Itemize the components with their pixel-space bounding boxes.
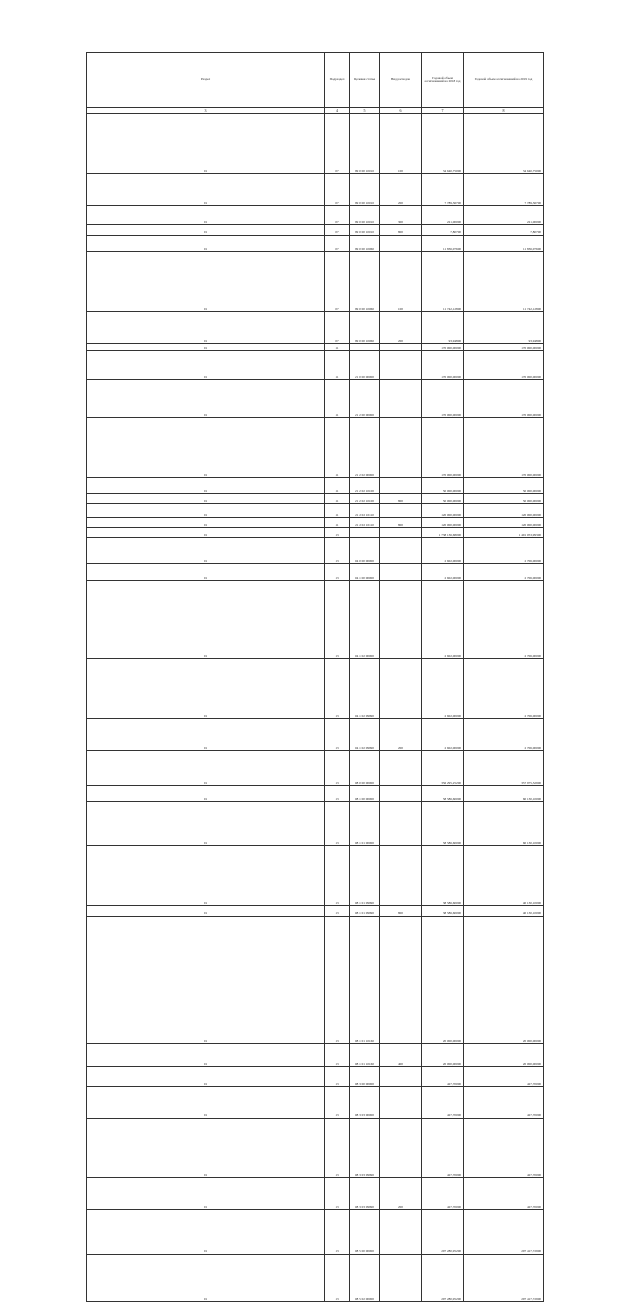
- row-target: 21 2 02 00000: [350, 417, 380, 477]
- row-2019: 427,70000: [464, 1067, 544, 1087]
- row-podrazdel: 13: [325, 528, 350, 538]
- row-razdel: 01: [87, 225, 325, 235]
- row-2018: 120 000,00000: [422, 517, 464, 527]
- row-2019: 2 706,00000: [464, 718, 544, 750]
- row-podrazdel: 13: [325, 1067, 350, 1087]
- row-podrazdel: 13: [325, 564, 350, 580]
- row-podrazdel: 07: [325, 173, 350, 205]
- row-2019: 7,80700: [464, 225, 544, 235]
- row-vid: 100: [380, 114, 422, 174]
- row-razdel: 01: [87, 658, 325, 718]
- row-vid: [380, 350, 422, 379]
- row-2019: 120 000,00000: [464, 517, 544, 527]
- row-vid: [380, 417, 422, 477]
- table-row: [87, 225, 624, 235]
- row-target: 99 0 00 10010: [350, 205, 380, 225]
- row-vid: [380, 1067, 422, 1087]
- table-row: [87, 718, 624, 750]
- row-razdel: 01: [87, 1067, 325, 1087]
- row-2019: 170 000,00000: [464, 379, 544, 417]
- row-2019: 170 000,00000: [464, 343, 544, 350]
- row-vid: [380, 1210, 422, 1254]
- row-razdel: 01: [87, 580, 325, 658]
- table-row: [87, 311, 624, 343]
- row-razdel: 01: [87, 504, 325, 517]
- table-row: [87, 114, 624, 174]
- row-target: 08 5 02 00000: [350, 1254, 380, 1301]
- row-target: 21 2 02 10100: [350, 477, 380, 493]
- row-target: 04 1 02 09990: [350, 658, 380, 718]
- table-row: [87, 343, 624, 350]
- budget-table: [86, 52, 624, 1302]
- row-target: 08 3 03 09990: [350, 1118, 380, 1178]
- row-podrazdel: 13: [325, 538, 350, 564]
- row-target: 08 1 01 10160: [350, 916, 380, 1044]
- row-razdel: 01: [87, 477, 325, 493]
- header-vid: Вид расходов: [380, 53, 422, 108]
- row-target: 99 0 00 10060: [350, 235, 380, 251]
- row-vid: [380, 785, 422, 801]
- row-2018: 20 000,00000: [422, 916, 464, 1044]
- row-vid: 200: [380, 718, 422, 750]
- row-podrazdel: 11: [325, 417, 350, 477]
- row-2019: 120 000,00000: [464, 504, 544, 517]
- row-2019: 40 130,10000: [464, 906, 544, 916]
- row-2019: 93,94800: [464, 311, 544, 343]
- row-razdel: 01: [87, 1118, 325, 1178]
- row-podrazdel: 11: [325, 494, 350, 504]
- col-number: 7: [422, 108, 464, 114]
- table-row: [87, 494, 624, 504]
- table-row: [87, 785, 624, 801]
- row-2018: 38 586,60000: [422, 906, 464, 916]
- table-row: [87, 1044, 624, 1067]
- row-razdel: 01: [87, 528, 325, 538]
- row-target: 08 3 03 09990: [350, 1178, 380, 1210]
- row-2018: 427,70000: [422, 1067, 464, 1087]
- table-row: [87, 1178, 624, 1210]
- row-podrazdel: 13: [325, 658, 350, 718]
- row-podrazdel: 13: [325, 1118, 350, 1178]
- row-vid: [380, 580, 422, 658]
- col-number: 4: [325, 108, 350, 114]
- table-row: [87, 517, 624, 527]
- row-vid: 200: [380, 1178, 422, 1210]
- row-2018: 20 000,00000: [422, 1044, 464, 1067]
- header-target: Целевая статья: [350, 53, 380, 108]
- row-target: 21 0 00 00000: [350, 350, 380, 379]
- row-2018: 2 602,00000: [422, 538, 464, 564]
- row-target: 04 0 00 00000: [350, 538, 380, 564]
- row-2019: 1 491 053,99300: [464, 528, 544, 538]
- row-2019: 427,70000: [464, 1178, 544, 1210]
- row-2018: 7,80700: [422, 225, 464, 235]
- table-row: [87, 1086, 624, 1118]
- row-vid: [380, 538, 422, 564]
- table-row: [87, 205, 624, 225]
- row-vid: [380, 379, 422, 417]
- row-2018: 170 000,00000: [422, 350, 464, 379]
- row-2018: 2 602,00000: [422, 718, 464, 750]
- row-target: 21 2 02 10100: [350, 494, 380, 504]
- row-razdel: 01: [87, 538, 325, 564]
- table-row: [87, 379, 624, 417]
- row-razdel: 01: [87, 173, 325, 205]
- row-target: 08 1 01 09990: [350, 906, 380, 916]
- row-vid: 300: [380, 205, 422, 225]
- table-row: [87, 252, 624, 312]
- row-podrazdel: 13: [325, 916, 350, 1044]
- row-razdel: 01: [87, 205, 325, 225]
- table-row: [87, 235, 624, 251]
- row-2019: 357 975,32900: [464, 750, 544, 785]
- row-2019: 20 000,00000: [464, 1044, 544, 1067]
- row-target: [350, 343, 380, 350]
- row-target: 08 5 00 00000: [350, 1210, 380, 1254]
- row-2019: 427,70000: [464, 1086, 544, 1118]
- row-vid: 200: [380, 311, 422, 343]
- col-number: 6: [380, 108, 422, 114]
- table-row: [87, 477, 624, 493]
- row-target: 99 0 00 10010: [350, 225, 380, 235]
- col-number: 5: [350, 108, 380, 114]
- row-2018: 2 602,00000: [422, 580, 464, 658]
- row-podrazdel: 07: [325, 235, 350, 251]
- row-target: 04 1 02 09990: [350, 718, 380, 750]
- row-podrazdel: 13: [325, 1178, 350, 1210]
- row-vid: [380, 1118, 422, 1178]
- table-row: [87, 564, 624, 580]
- row-razdel: 01: [87, 343, 325, 350]
- row-2018: 34 640,75000: [422, 114, 464, 174]
- row-vid: [380, 504, 422, 517]
- budget-table-sheet: [86, 52, 623, 1302]
- row-2018: 11 836,07600: [422, 235, 464, 251]
- row-2018: 170 000,00000: [422, 343, 464, 350]
- row-2018: 2 602,00000: [422, 658, 464, 718]
- row-vid: [380, 1254, 422, 1301]
- table-row: [87, 750, 624, 785]
- row-2018: 58 586,60000: [422, 785, 464, 801]
- row-podrazdel: 11: [325, 517, 350, 527]
- header-2018: Годовой объем ассигнований на 2018 год: [422, 53, 464, 108]
- row-podrazdel: 07: [325, 225, 350, 235]
- row-vid: [380, 564, 422, 580]
- row-2019: 2 706,00000: [464, 564, 544, 580]
- row-target: 08 3 03 00000: [350, 1086, 380, 1118]
- row-2019: 50 000,00000: [464, 477, 544, 493]
- header-row: [87, 53, 624, 108]
- row-vid: 800: [380, 517, 422, 527]
- row-podrazdel: 13: [325, 1044, 350, 1067]
- row-razdel: 01: [87, 494, 325, 504]
- row-2019: 34 640,75000: [464, 114, 544, 174]
- row-2019: 297 417,72900: [464, 1254, 544, 1301]
- row-vid: 200: [380, 173, 422, 205]
- row-target: 99 0 00 10060: [350, 252, 380, 312]
- row-podrazdel: 13: [325, 802, 350, 846]
- row-vid: 800: [380, 494, 422, 504]
- row-2018: 221,00000: [422, 205, 464, 225]
- row-2018: 120 000,00000: [422, 504, 464, 517]
- row-2018: 50 000,00000: [422, 477, 464, 493]
- row-target: 99 0 00 10060: [350, 311, 380, 343]
- row-target: 99 0 00 10010: [350, 114, 380, 174]
- header-2019: Годовой объем ассигнований на 2019 год: [464, 53, 544, 108]
- row-razdel: 01: [87, 311, 325, 343]
- row-2018: 427,70000: [422, 1086, 464, 1118]
- row-vid: 800: [380, 225, 422, 235]
- table-row: [87, 538, 624, 564]
- row-2019: 11 742,12800: [464, 252, 544, 312]
- row-razdel: 01: [87, 517, 325, 527]
- row-podrazdel: 07: [325, 114, 350, 174]
- row-target: [350, 528, 380, 538]
- row-target: 08 3 00 00000: [350, 1067, 380, 1087]
- row-target: 04 1 00 00000: [350, 564, 380, 580]
- row-2019: 2 706,00000: [464, 658, 544, 718]
- row-2019: 297 417,72900: [464, 1210, 544, 1254]
- row-target: 21 2 02 10110: [350, 517, 380, 527]
- row-2018: 170 000,00000: [422, 417, 464, 477]
- row-podrazdel: 11: [325, 477, 350, 493]
- row-vid: [380, 846, 422, 906]
- table-row: [87, 528, 624, 538]
- row-target: 21 2 00 00000: [350, 379, 380, 417]
- row-vid: 400: [380, 1044, 422, 1067]
- table-row: [87, 580, 624, 658]
- row-razdel: 01: [87, 906, 325, 916]
- row-vid: [380, 802, 422, 846]
- row-2018: 297 280,95200: [422, 1254, 464, 1301]
- row-2018: 58 586,60000: [422, 802, 464, 846]
- row-2018: 170 000,00000: [422, 379, 464, 417]
- table-row: [87, 1210, 624, 1254]
- table-row: [87, 173, 624, 205]
- table-row: [87, 916, 624, 1044]
- row-podrazdel: 13: [325, 1210, 350, 1254]
- row-2019: 2 706,00000: [464, 580, 544, 658]
- row-vid: [380, 750, 422, 785]
- row-vid: [380, 477, 422, 493]
- row-podrazdel: 13: [325, 750, 350, 785]
- col-number: 3: [87, 108, 325, 114]
- row-vid: [380, 1086, 422, 1118]
- row-2019: 427,70000: [464, 1118, 544, 1178]
- row-razdel: 01: [87, 916, 325, 1044]
- row-2018: 427,70000: [422, 1118, 464, 1178]
- table-row: [87, 1067, 624, 1087]
- row-podrazdel: 11: [325, 379, 350, 417]
- header-podrazdel: Подраздел: [325, 53, 350, 108]
- table-row: [87, 658, 624, 718]
- table-row: [87, 504, 624, 517]
- row-podrazdel: 07: [325, 205, 350, 225]
- row-podrazdel: 13: [325, 1254, 350, 1301]
- row-2019: 2 706,00000: [464, 538, 544, 564]
- row-2019: 170 000,00000: [464, 417, 544, 477]
- table-row: [87, 1118, 624, 1178]
- row-razdel: 01: [87, 235, 325, 251]
- row-razdel: 01: [87, 1044, 325, 1067]
- row-2018: 1 738 136,68000: [422, 528, 464, 538]
- row-podrazdel: 11: [325, 343, 350, 350]
- row-2019: 40 130,10000: [464, 846, 544, 906]
- row-vid: [380, 916, 422, 1044]
- row-target: 99 0 00 10010: [350, 173, 380, 205]
- row-podrazdel: 11: [325, 504, 350, 517]
- row-vid: 100: [380, 252, 422, 312]
- row-2019: 11 836,07600: [464, 235, 544, 251]
- row-2018: 50 000,00000: [422, 494, 464, 504]
- row-podrazdel: 13: [325, 718, 350, 750]
- row-podrazdel: 13: [325, 785, 350, 801]
- row-target: 08 0 00 00000: [350, 750, 380, 785]
- row-razdel: 01: [87, 1086, 325, 1118]
- row-razdel: 01: [87, 350, 325, 379]
- row-razdel: 01: [87, 750, 325, 785]
- header-razdel: Раздел: [87, 53, 325, 108]
- row-2019: 170 000,00000: [464, 350, 544, 379]
- row-podrazdel: 13: [325, 906, 350, 916]
- row-razdel: 01: [87, 1210, 325, 1254]
- row-target: 08 1 00 00000: [350, 785, 380, 801]
- row-podrazdel: 07: [325, 311, 350, 343]
- row-2019: 60 130,10000: [464, 802, 544, 846]
- row-2019: 50 000,00000: [464, 494, 544, 504]
- row-podrazdel: 13: [325, 846, 350, 906]
- row-2018: 93,94800: [422, 311, 464, 343]
- row-target: 08 1 01 09990: [350, 846, 380, 906]
- row-2018: 38 586,60000: [422, 846, 464, 906]
- row-razdel: 01: [87, 1178, 325, 1210]
- row-razdel: 01: [87, 564, 325, 580]
- row-target: 04 1 02 00000: [350, 580, 380, 658]
- row-vid: 800: [380, 906, 422, 916]
- row-2018: 297 280,95200: [422, 1210, 464, 1254]
- row-2018: 356 295,25200: [422, 750, 464, 785]
- row-podrazdel: 13: [325, 1086, 350, 1118]
- row-razdel: 01: [87, 802, 325, 846]
- row-razdel: 01: [87, 379, 325, 417]
- table-row: [87, 1254, 624, 1301]
- row-vid: [380, 235, 422, 251]
- row-razdel: 01: [87, 718, 325, 750]
- table-row: [87, 417, 624, 477]
- row-2018: 2 602,00000: [422, 564, 464, 580]
- row-2019: 60 130,10000: [464, 785, 544, 801]
- row-podrazdel: 11: [325, 350, 350, 379]
- row-razdel: 01: [87, 846, 325, 906]
- row-razdel: 01: [87, 252, 325, 312]
- table-body: [87, 114, 624, 1302]
- table-row: [87, 802, 624, 846]
- row-razdel: 01: [87, 114, 325, 174]
- row-target: 08 1 01 10160: [350, 1044, 380, 1067]
- row-2018: 11 742,12800: [422, 252, 464, 312]
- row-target: 08 1 01 00000: [350, 802, 380, 846]
- row-razdel: 01: [87, 785, 325, 801]
- row-2018: 427,70000: [422, 1178, 464, 1210]
- row-vid: [380, 528, 422, 538]
- row-podrazdel: 13: [325, 580, 350, 658]
- row-podrazdel: 07: [325, 252, 350, 312]
- row-target: 21 2 02 10110: [350, 504, 380, 517]
- row-2018: 7 789,36700: [422, 173, 464, 205]
- col-number: 8: [464, 108, 544, 114]
- table-row: [87, 350, 624, 379]
- table-row: [87, 846, 624, 906]
- row-razdel: 01: [87, 417, 325, 477]
- row-vid: [380, 658, 422, 718]
- row-2019: 20 000,00000: [464, 916, 544, 1044]
- row-2019: 221,00000: [464, 205, 544, 225]
- table-row: [87, 906, 624, 916]
- row-razdel: 01: [87, 1254, 325, 1301]
- row-2019: 7 789,36700: [464, 173, 544, 205]
- row-vid: [380, 343, 422, 350]
